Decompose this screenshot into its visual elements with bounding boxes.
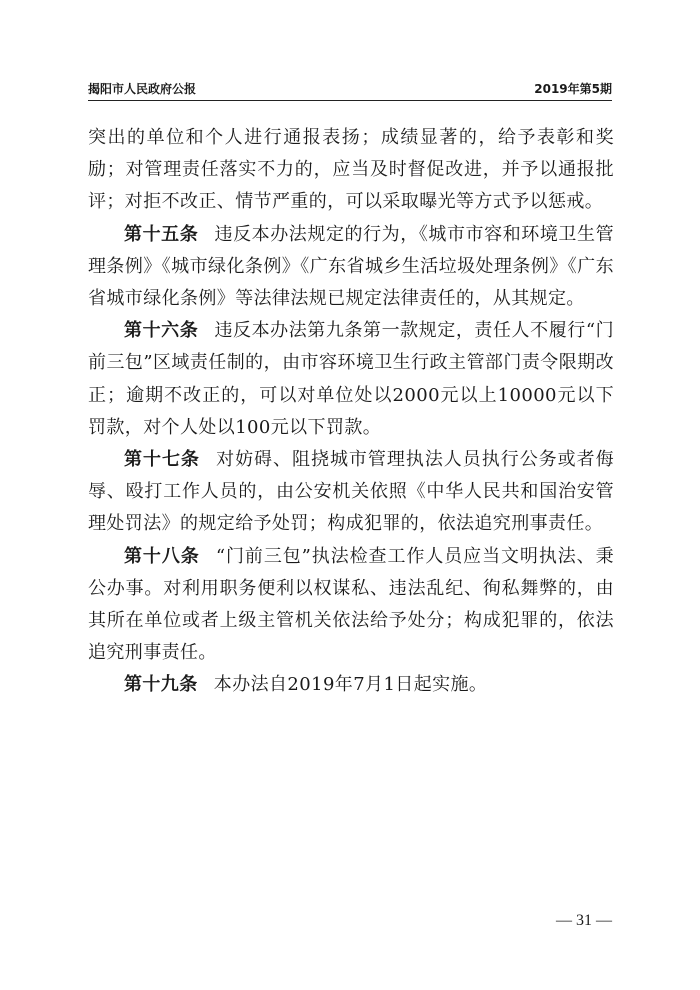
article-15 — [88, 219, 614, 316]
article-text: “门前三包”执法检查工作人员应当文明执法、秉公办事。对利用职务便利以权谋私、违法乱纪、徇私舞弊的，由其所在单位或者上级主管机关依法给予处分；构成犯罪的，依法追究刑事责任。 — [88, 545, 614, 664]
article-18 — [88, 541, 614, 670]
article-text: 违反本办法第九条第一款规定，责任人不履行“门前三包”区域责任制的，由市容环境卫生行政主管部门责令限期改正；逾期不改正的，可以对单位处以2000元以上10000元以下罚款，对个人处以100元以下罚款。 — [88, 320, 614, 438]
article-number: 第十七条 — [124, 449, 200, 471]
article-17 — [88, 444, 614, 541]
article-number: 第十九条 — [124, 674, 198, 696]
page-number: — 31 — — [556, 912, 612, 929]
article-16 — [88, 315, 614, 444]
publication-title: 揭阳市人民政府公报 — [88, 82, 197, 96]
article-text: 对妨碍、阻挠城市管理执法人员执行公务或者侮辱、殴打工作人员的，由公安机关依照《中华人民共和国治安管理处罚法》的规定给予处罚；构成犯罪的，依法追究刑事责任。 — [88, 449, 614, 535]
article-19 — [88, 669, 614, 701]
article-text: 违反本办法规定的行为，《城市市容和环境卫生管理条例》《城市绿化条例》《广东省城乡生活垃圾处理条例》《广东省城市绿化条例》等法律法规已规定法律责任的，从其规定。 — [88, 223, 614, 310]
page-header — [88, 76, 612, 101]
article-number: 第十八条 — [124, 545, 200, 567]
issue-label: 2019年第5期 — [534, 82, 612, 96]
article-number: 第十六条 — [124, 320, 199, 342]
paragraph-continuation — [88, 122, 614, 219]
article-text: 本办法自2019年7月1日起实施。 — [213, 674, 488, 696]
article-number: 第十五条 — [124, 223, 199, 245]
document-body — [88, 122, 614, 702]
paragraph-text: 突出的单位和个人进行通报表扬；成绩显著的，给予表彰和奖励；对管理责任落实不力的，应当及时督促改进，并予以通报批评；对拒不改正、情节严重的，可以采取曝光等方式予以惩戒。 — [88, 127, 614, 213]
